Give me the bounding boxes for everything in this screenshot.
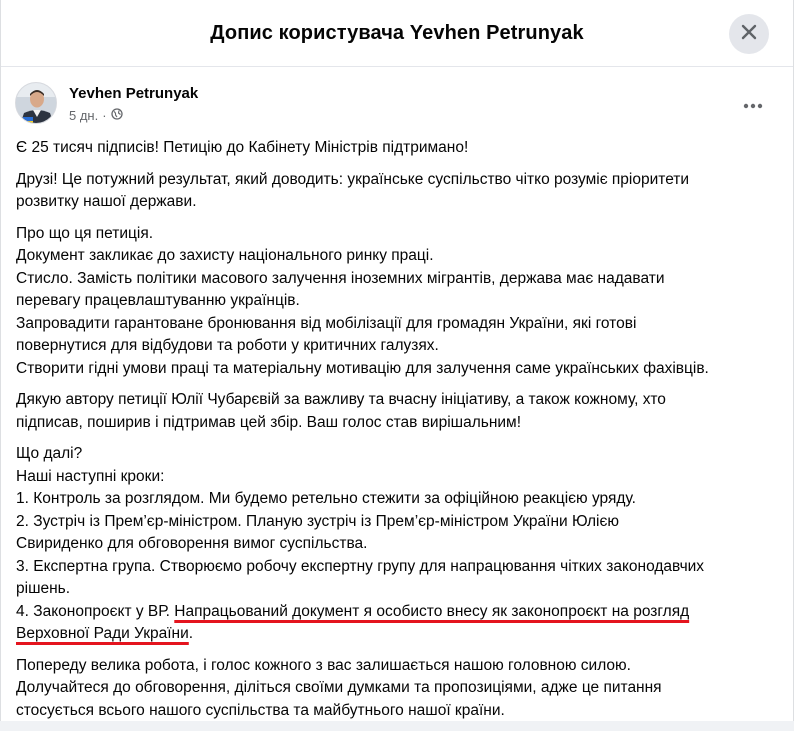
author-name[interactable]: Yevhen Petrunyak: [69, 85, 199, 102]
text-line: Наші наступні кроки:: [16, 467, 165, 485]
dialog-title: Допис користувача Yevhen Petrunyak: [210, 21, 584, 44]
text-line: Дякую автору петиції Юлії Чубарєвій за важливу та вчасну ініціативу, а також кожному, хто: [16, 391, 666, 408]
text-line: повернутися для відбудови та роботи у критичних галузях.: [16, 337, 439, 354]
dialog-header: [1, 0, 793, 67]
step-4-prefix: 4. Законопроєкт у ВР.: [16, 602, 175, 620]
text-line: Створити гідні умови праці та матеріальну мотивацію для залучення саме українських фахівців.: [16, 359, 709, 377]
paragraph-headline: [16, 137, 776, 160]
post-text: [16, 137, 776, 731]
text-line: 2. Зустріч із Прем’єр-міністром. Планую зустріч із Прем’єр-міністром України Юлією: [16, 512, 619, 530]
paragraph-intro: [16, 169, 776, 214]
paragraph-thanks: [16, 389, 776, 434]
highlighted-text-1: Напрацьований документ я особисто внесу як законопроєкт на розгляд: [174, 602, 690, 620]
highlighted-text-2: Верховної Ради України: [16, 625, 189, 642]
step-4-suffix: .: [188, 625, 194, 642]
text-line: Друзі! Це потужний результат, який доводить: українське суспільство чітко розуміє пріоритети: [16, 170, 690, 188]
more-options-button[interactable]: [735, 87, 771, 123]
text-line: Документ закликає до захисту національного ринку праці.: [16, 247, 434, 264]
text-line: 3. Експертна група. Створюємо робочу експертну групу для напрацювання чітких законодавчих: [16, 557, 705, 575]
post-header: [15, 81, 777, 127]
text-line: рішень.: [16, 580, 71, 597]
text-line: Про що ця петиція.: [16, 224, 154, 242]
close-button[interactable]: [729, 14, 769, 54]
text-line: підписав, поширив і підтримав цей збір. Ваш голос став вирішальним!: [16, 413, 522, 431]
post-time[interactable]: 5 дн.: [69, 108, 99, 123]
close-icon: [739, 22, 759, 47]
text-line: Запровадити гарантоване бронювання від мобілізації для громадян України, які готові: [16, 314, 637, 332]
text-line: Що далі?: [16, 445, 83, 462]
paragraph-next-steps: [16, 443, 776, 646]
text-line: розвитку нашої держави.: [16, 193, 197, 210]
globe-icon: [111, 108, 123, 123]
paragraph-petition-about: [16, 223, 776, 381]
text-line: Свириденко для обговорення вимог суспільства.: [16, 535, 368, 552]
more-horizontal-icon: [743, 96, 763, 114]
text-line: Попереду велика робота, і голос кожного з вас залишається нашою головною силою.: [16, 656, 631, 674]
text-line: Стисло. Замість політики масового залучення іноземних мігрантів, держава має надавати: [16, 269, 665, 287]
step-4-line-1: [16, 601, 776, 624]
step-4-line-2: [16, 623, 776, 646]
post-meta: [69, 108, 123, 123]
meta-separator: ·: [102, 108, 107, 123]
text-line: стосується всього нашого суспільства та майбутнього нашої країни.: [16, 701, 505, 719]
text-line: 1. Контроль за розглядом. Ми будемо ретельно стежити за офіційною реакцією уряду.: [16, 490, 636, 507]
text-line: Є 25 тисяч підписів! Петицію до Кабінету Міністрів підтримано!: [16, 139, 469, 156]
text-line: перевагу працевлаштуванню українців.: [16, 292, 300, 309]
text-line: Долучайтеся до обговорення, діліться своїми думками та пропозиціями, адже це питання: [16, 679, 662, 696]
paragraph-closing: [16, 655, 776, 723]
avatar[interactable]: [15, 82, 57, 124]
